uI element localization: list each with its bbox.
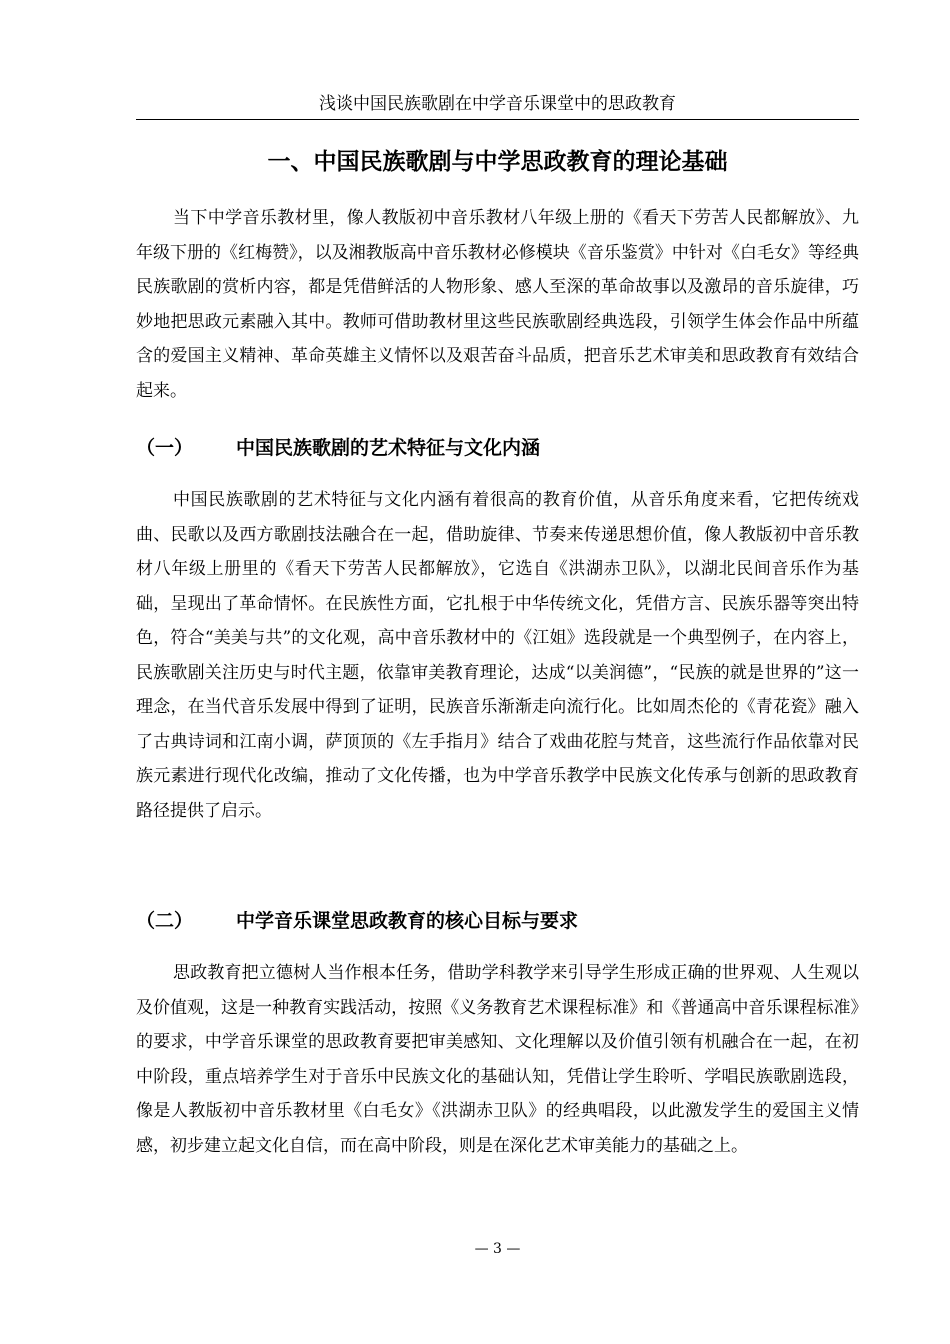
page-number: — 3 — (474, 1241, 521, 1257)
running-header (136, 94, 859, 120)
section-number-1: （一） (136, 437, 194, 459)
section-2-paragraph: 思政教育把立德树人当作根本任务，借助学科教学来引导学生形成正确的世界观、人生观以及价值观，这是一种教育实践活动，按照《义务教育艺术课程标准》和《普通高中音乐课程标准》的要求，中学音乐课堂的思政教育要把审美感知、文化理解以及价值引领有机融合在一起，在初中阶段，重点培养学生对于音乐中民族文化的基础认知，凭借让学生聆听、学唱民族歌剧选段，像是人教版初中音乐教材里《白毛女》《洪湖赤卫队》的经典唱段，以此激发学生的爱国主义情感，初步建立起文化自信，而在高中阶段，则是在深化艺术审美能力的基础之上。 (136, 963, 859, 1156)
section-heading-1 (136, 433, 859, 463)
section-title-2: 中学音乐课堂思政教育的核心目标与要求 (236, 910, 579, 932)
section-number-2: （二） (136, 910, 194, 932)
chapter-title: 一、中国民族歌剧与中学思政教育的理论基础 (267, 149, 728, 175)
running-header-title: 浅谈中国民族歌剧在中学音乐课堂中的思政教育 (319, 94, 676, 114)
intro-paragraph: 当下中学音乐教材里，像人教版初中音乐教材八年级上册的《看天下劳苦人民都解放》、九年级下册的《红梅赞》，以及湘教版高中音乐教材必修模块《音乐鉴赏》中针对《白毛女》等经典民族歌剧的赏析内容，都是凭借鲜活的人物形象、感人至深的革命故事以及激昂的音乐旋律，巧妙地把思政元素融入其中。教师可借助教材里这些民族歌剧经典选段，引领学生体会作品中所蕴含的爱国主义精神、革命英雄主义情怀以及艰苦奋斗品质，把音乐艺术审美和思政教育有效结合起来。 (136, 208, 859, 401)
section-heading-2 (136, 906, 859, 936)
section-1-paragraph: 中国民族歌剧的艺术特征与文化内涵有着很高的教育价值，从音乐角度来看，它把传统戏曲、民歌以及西方歌剧技法融合在一起，借助旋律、节奏来传递思想价值，像人教版初中音乐教材八年级上册里的《看天下劳苦人民都解放》，它选自《洪湖赤卫队》，以湖北民间音乐作为基础，呈现出了革命情怀。在民族性方面，它扎根于中华传统文化，凭借方言、民族乐器等突出特色，符合“美美与共”的文化观，高中音乐教材中的《江姐》选段就是一个典型例子，在内容上，民族歌剧关注历史与时代主题，依靠审美教育理论，达成“以美润德”，“民族的就是世界的”这一理念，在当代音乐发展中得到了证明，民族音乐渐渐走向流行化。比如周杰伦的《青花瓷》融入了古典诗词和江南小调，萨顶顶的《左手指月》结合了戏曲花腔与梵音，这些流行作品依靠对民族元素进行现代化改编，推动了文化传播，也为中学音乐教学中民族文化传承与创新的思政教育路径提供了启示。 (136, 490, 859, 821)
section-title-1: 中国民族歌剧的艺术特征与文化内涵 (236, 437, 541, 459)
